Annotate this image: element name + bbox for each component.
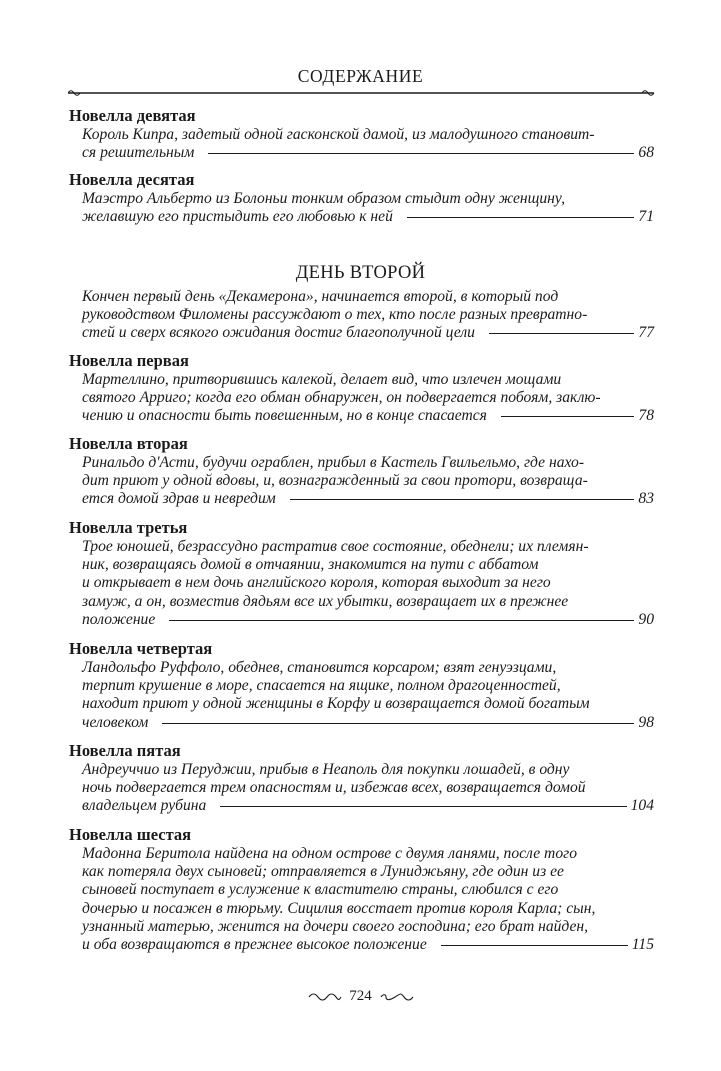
description-line: ник, возвращаясь домой в отчаянии, знакомится на пути с аббатом — [82, 556, 539, 574]
page-number: 68 — [638, 144, 654, 162]
description-line: Ландольфо Руффоло, обеднев, становится корсаром; взят генуэзцами, — [82, 659, 557, 676]
dot-leader — [489, 333, 634, 334]
entry-title: Новелла пятая — [69, 741, 181, 760]
description-line: сыновей поступает в услужение к властителю страны, слюбился с его — [82, 881, 559, 899]
description-line: чению и опасности быть повешенным, но в конце спасается — [82, 407, 487, 425]
page-number: 77 — [638, 324, 654, 342]
entry-description — [82, 845, 654, 955]
description-line: Андреуччио из Перуджии, прибыв в Неаполь для покупки лошадей, в одну — [82, 761, 570, 778]
entry-title: Новелла первая — [69, 351, 189, 370]
entry-description — [82, 371, 654, 426]
dot-leader — [407, 217, 635, 218]
description-last-line — [82, 324, 654, 343]
entry-description — [82, 288, 654, 343]
description-line: дит приют у одной вдовы, и, вознагражденный за свои протори, возвраща- — [82, 472, 588, 490]
toc-entry-novella-10[interactable] — [69, 170, 654, 227]
description-line: Мадонна Беритола найдена на одном острове с двумя ланями, после того — [82, 845, 577, 862]
description-line: находит приют у одной женщины в Корфу и возвращается домой богатым — [82, 695, 590, 713]
page-number: 115 — [631, 935, 654, 953]
toc-entry-day2-novella-4[interactable] — [69, 639, 654, 732]
toc-entry-day2-novella-5[interactable] — [69, 741, 654, 816]
description-line: святого Арриго; когда его обман обнаружен, он подвергается побоям, заклю- — [82, 389, 601, 407]
page-number: 78 — [638, 407, 654, 425]
dot-leader — [501, 416, 634, 417]
entry-description — [82, 126, 654, 163]
description-last-line — [82, 714, 654, 733]
toc-entry-novella-9[interactable] — [69, 106, 654, 163]
head-rule-ornament — [68, 88, 654, 98]
folio-ornament-right — [380, 992, 414, 1002]
entry-title: Новелла третья — [69, 518, 188, 537]
entry-description — [82, 659, 654, 732]
description-line: человеком — [82, 713, 149, 731]
entry-title: Новелла шестая — [69, 825, 192, 844]
section-title-day-two: ДЕНЬ ВТОРОЙ — [295, 263, 426, 283]
description-line: узнанный матерью, женится на дочери своего господина; его брат найден, — [82, 917, 589, 935]
description-line: ется домой здрав и невредим — [82, 490, 276, 508]
description-line: терпит крушение в море, спасается на ящике, полном драгоценностей, — [82, 677, 561, 695]
entry-description — [82, 538, 654, 629]
toc-entry-day2-novella-3[interactable] — [69, 518, 654, 629]
description-line: Трое юношей, безрассудно растратив свое состояние, обеднели; их племян- — [82, 538, 589, 555]
description-line: владельцем рубина — [82, 797, 207, 815]
description-line: и оба возвращаются в прежнее высокое положение — [82, 935, 427, 953]
description-line: Кончен первый день «Декамерона», начинается второй, в который под — [82, 288, 559, 305]
description-last-line — [82, 490, 654, 509]
description-last-line — [82, 208, 654, 227]
dot-leader — [208, 153, 634, 154]
entry-title: Новелла четвертая — [69, 639, 213, 658]
page-number: 90 — [638, 610, 654, 628]
entry-title: Новелла девятая — [69, 106, 196, 125]
folio — [0, 988, 721, 1005]
dot-leader — [441, 945, 628, 946]
page-number: 98 — [638, 713, 654, 731]
description-last-line — [82, 797, 654, 816]
dot-leader — [220, 806, 626, 807]
description-line: стей и сверх всякого ожидания достиг благополучной цели — [82, 324, 475, 342]
description-line: Маэстро Альберто из Болоньи тонким образом стыдит одну женщину, — [82, 190, 565, 207]
description-line: дочерью и посажен в тюрьму. Сицилия восстает против короля Карла; сын, — [82, 899, 596, 917]
entry-title: Новелла десятая — [69, 170, 195, 189]
description-line: ночь подвергается трем опасностям и, избежав всех, возвращается домой — [82, 779, 586, 797]
dot-leader — [169, 620, 634, 621]
description-line: ся решительным — [82, 144, 195, 162]
toc-entry-day-two-intro[interactable] — [69, 288, 654, 343]
description-line: как потеряла двух сыновей; отправляется в Луниджьяну, где один из ее — [82, 863, 564, 881]
description-line: Король Кипра, задетый одной гасконской дамой, из малодушного становит- — [82, 126, 595, 143]
toc-entry-day2-novella-6[interactable] — [69, 825, 654, 955]
page-number: 83 — [638, 490, 654, 508]
description-line: Ринальдо д'Асти, будучи ограблен, прибыл в Кастель Гвильельмо, где нахо- — [82, 454, 585, 471]
description-line: и открывает в нем дочь английского короля, которая выходит за него — [82, 574, 551, 592]
dot-leader — [162, 723, 634, 724]
page-number-folio: 724 — [349, 988, 372, 1005]
entry-description — [82, 190, 654, 227]
description-line: руководством Филомены рассуждают о тех, кто после разных превратно- — [82, 306, 588, 324]
dot-leader — [290, 499, 635, 500]
page-number: 104 — [630, 797, 654, 815]
entry-title: Новелла вторая — [69, 434, 188, 453]
description-line: желавшую его пристыдить его любовью к ней — [82, 208, 393, 226]
description-line: замуж, а он, возместив дядьям все их убытки, возвращает их в прежнее — [82, 592, 569, 610]
description-last-line — [82, 611, 654, 630]
description-line: Мартеллино, притворившись калекой, делает вид, что излечен мощами — [82, 371, 562, 388]
description-last-line — [82, 407, 654, 426]
page-number: 71 — [638, 208, 654, 226]
entry-description — [82, 454, 654, 509]
running-head: СОДЕРЖАНИЕ — [297, 66, 424, 86]
toc-entry-day2-novella-2[interactable] — [69, 434, 654, 509]
description-line: положение — [82, 610, 156, 628]
folio-ornament-left — [308, 992, 342, 1002]
toc-entry-day2-novella-1[interactable] — [69, 351, 654, 426]
description-last-line — [82, 144, 654, 163]
description-last-line — [82, 936, 654, 955]
entry-description — [82, 761, 654, 816]
